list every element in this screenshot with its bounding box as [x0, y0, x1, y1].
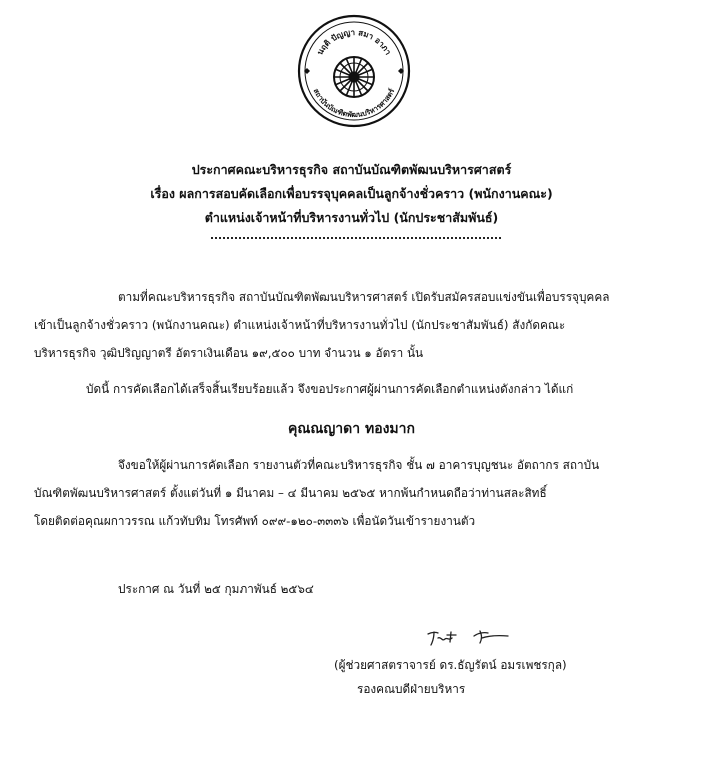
institute-seal-logo — [296, 13, 412, 129]
signatory-position: รองคณบดีฝ่ายบริหาร — [357, 682, 466, 696]
paragraph-3-line-3: โดยติดต่อคุณผกาวรรณ แก้วทับทิม โทรศัพท์ ๐๙๙-๑๒๐-๓๓๓๖ เพื่อนัดวันเข้ารายงานตัว — [34, 514, 476, 528]
announcement-date: ประกาศ ณ วันที่ ๒๕ กุมภาพันธ์ ๒๕๖๔ — [118, 582, 314, 596]
announcement-subject: เรื่อง ผลการสอบคัดเลือกเพื่อบรรจุบุคคลเป็นลูกจ้างชั่วคราว (พนักงานคณะ) — [150, 186, 553, 201]
paragraph-2: บัดนี้ การคัดเลือกได้เสร็จสิ้นเรียบร้อยแล้ว จึงขอประกาศผู้ผ่านการคัดเลือกตำแหน่งดังกล่าว ได้แก่ — [86, 382, 574, 396]
svg-text:นฤติ ปัญญา สมา อาภา: นฤติ ปัญญา สมา อาภา — [315, 27, 393, 57]
announcement-title: ประกาศคณะบริหารธุรกิจ สถาบันบัณฑิตพัฒนบริหารศาสตร์ — [191, 162, 512, 177]
paragraph-3-line-1: จึงขอให้ผู้ผ่านการคัดเลือก รายงานตัวที่คณะบริหารธุรกิจ ชั้น ๗ อาคารบุญชนะ อัตถากร สถาบัน — [118, 458, 600, 472]
signatory-name: (ผู้ช่วยศาสตราจารย์ ดร.ธัญรัตน์ อมรเพชรกุล) — [334, 658, 567, 672]
paragraph-3-line-2: บัณฑิตพัฒนบริหารศาสตร์ ตั้งแต่วันที่ ๑ มีนาคม – ๔ มีนาคม ๒๕๖๕ หากพ้นกำหนดถือว่าท่านสละสิทธิ์ — [34, 486, 547, 500]
svg-text:สถาบันบัณฑิตพัฒนบริหารศาสตร์: สถาบันบัณฑิตพัฒนบริหารศาสตร์ — [311, 87, 397, 120]
handwritten-signature — [422, 626, 532, 648]
paragraph-1-line-3: บริหารธุรกิจ วุฒิปริญญาตรี อัตราเงินเดือน ๑๙,๕๐๐ บาท จำนวน ๑ อัตรา นั้น — [34, 346, 424, 360]
announcement-position: ตำแหน่งเจ้าหน้าที่บริหารงานทั่วไป (นักประชาสัมพันธ์) — [204, 210, 499, 225]
paragraph-1-line-1: ตามที่คณะบริหารธุรกิจ สถาบันบัณฑิตพัฒนบริหารศาสตร์ เปิดรับสมัครสอบแข่งขันเพื่อบรรจุบุคคล — [118, 290, 610, 304]
selected-candidate-name: คุณณญาดา ทองมาก — [288, 421, 415, 437]
paragraph-1-line-2: เข้าเป็นลูกจ้างชั่วคราว (พนักงานคณะ) ตำแหน่งเจ้าหน้าที่บริหารงานทั่วไป (นักประชาสัมพันธ์) สังกัดคณะ — [34, 318, 566, 332]
dotted-separator — [211, 237, 501, 241]
